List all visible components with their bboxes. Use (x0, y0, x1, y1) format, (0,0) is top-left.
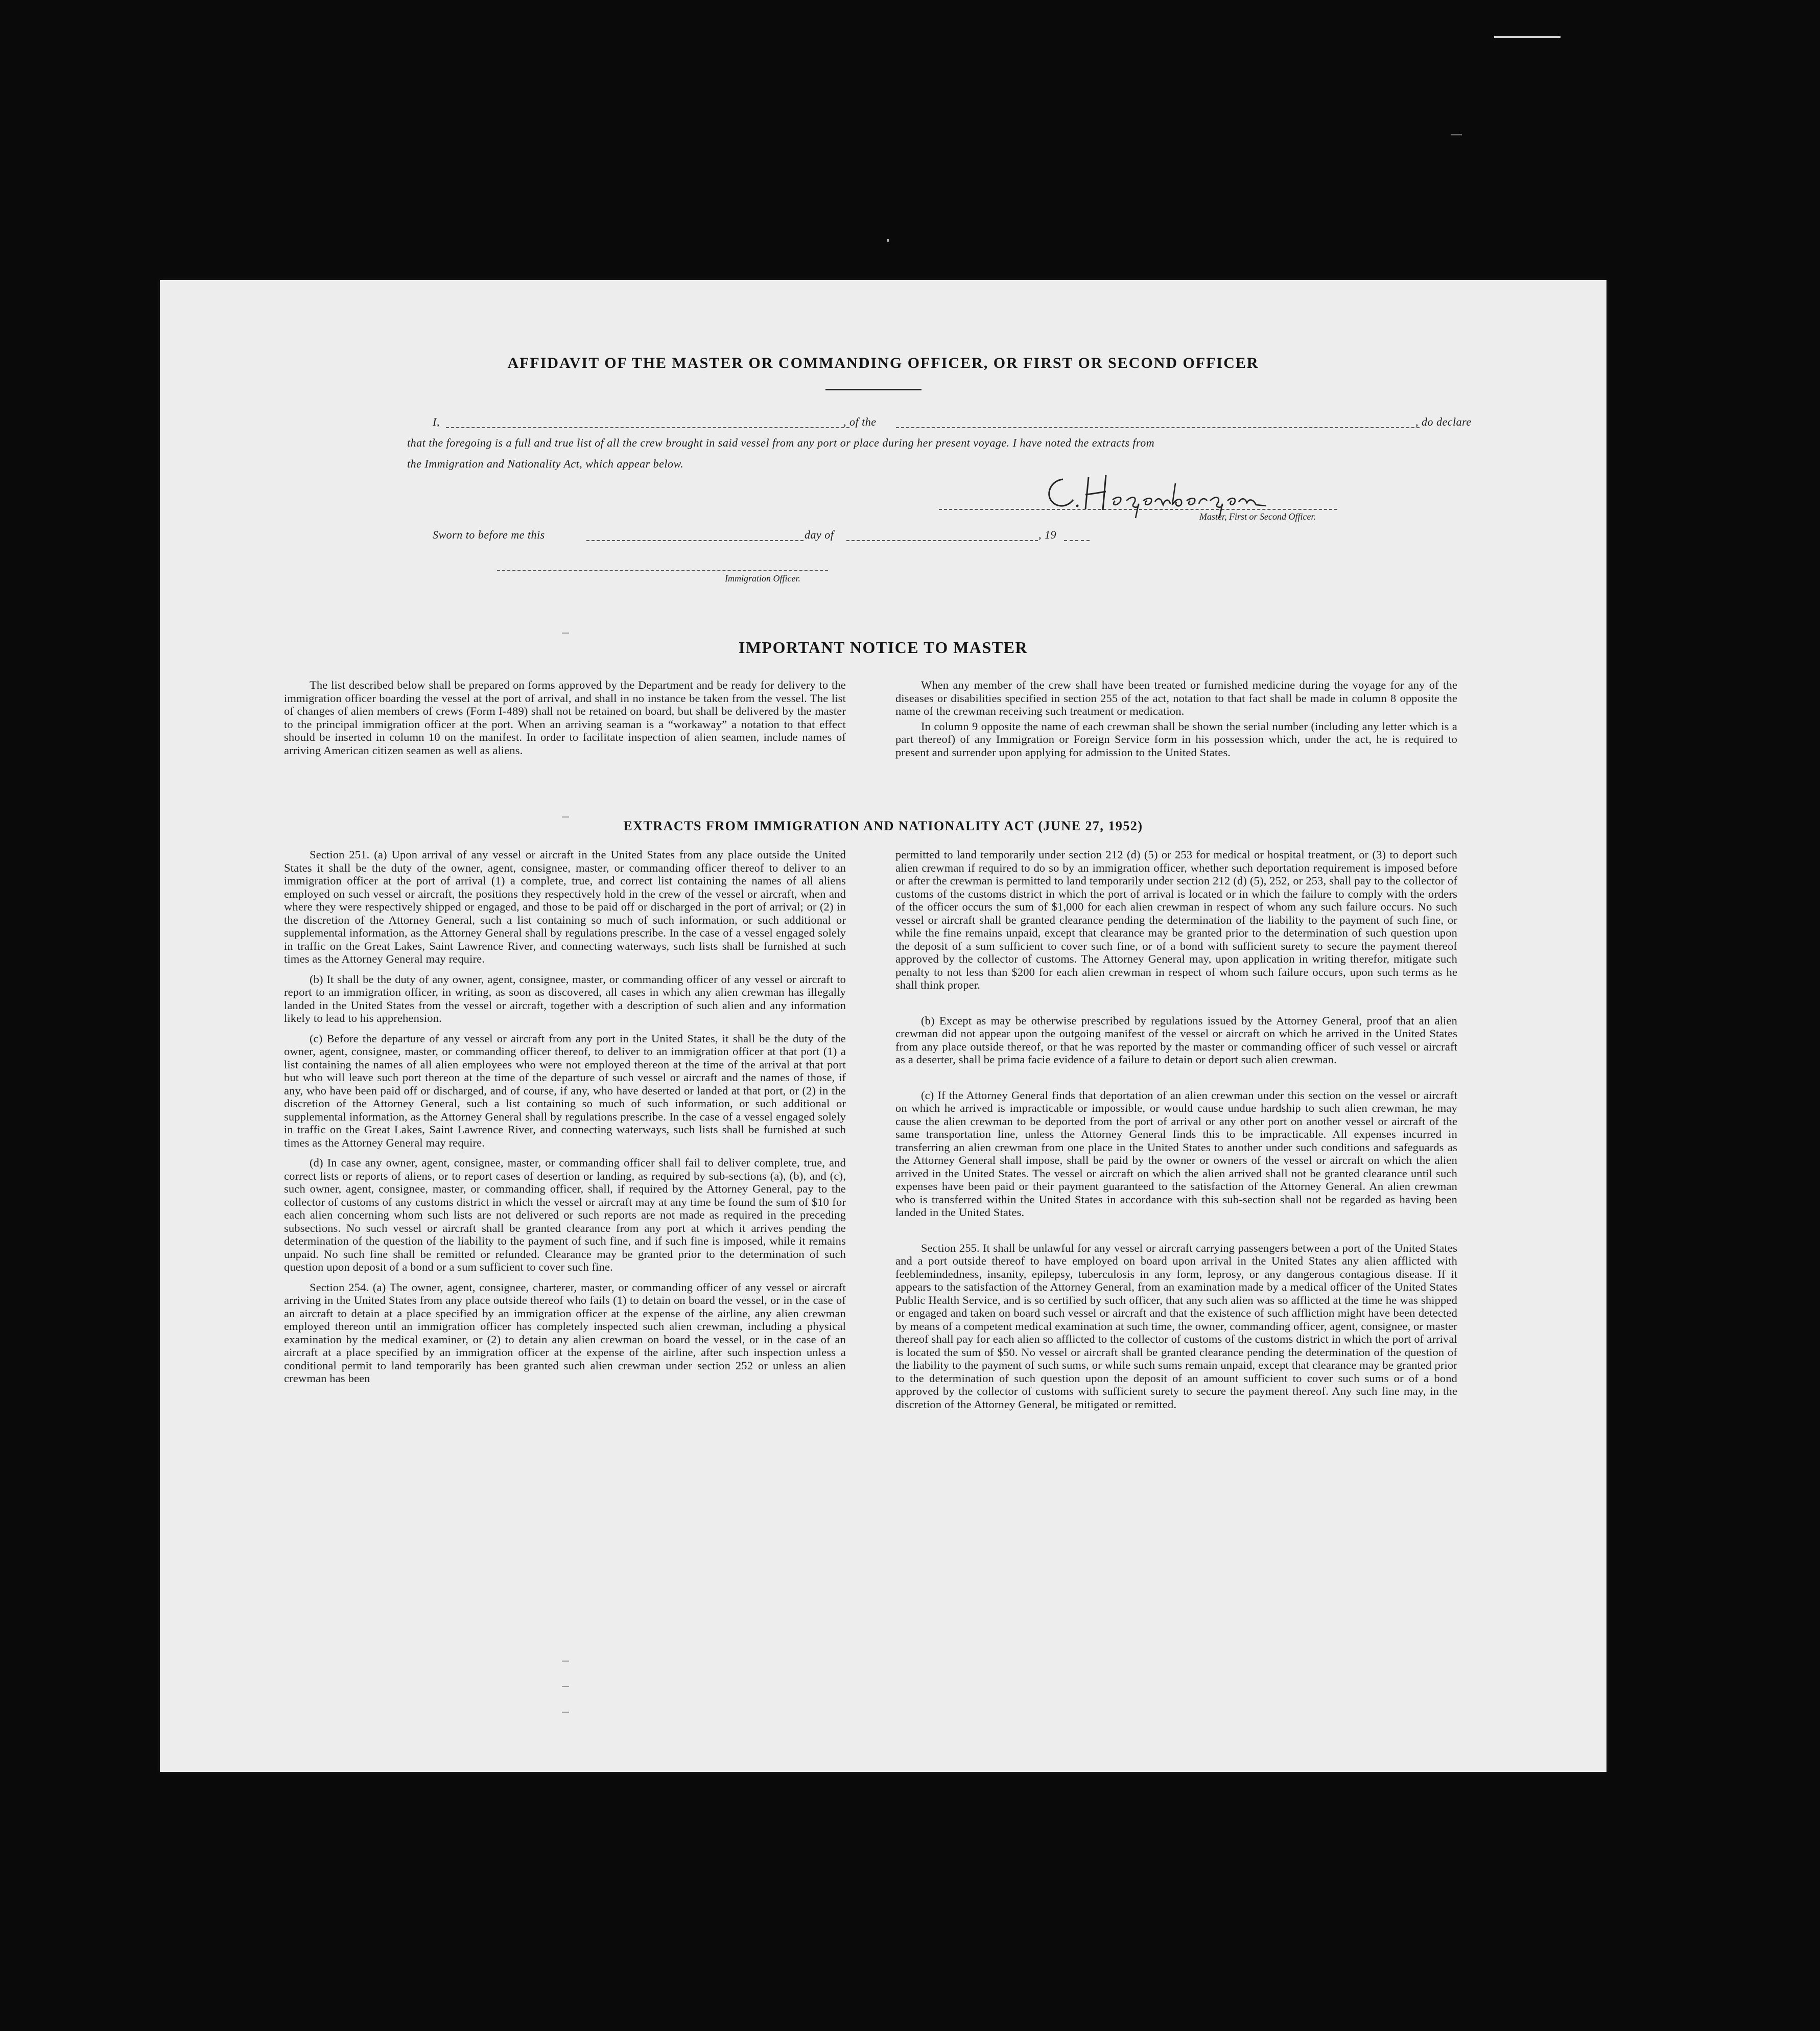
sworn-before-me: Sworn to before me this (433, 528, 545, 541)
affidavit-title: AFFIDAVIT OF THE MASTER OR COMMANDING OFFICER, OR FIRST OR SECOND OFFICER (507, 355, 1259, 371)
section-254-a-continued: permitted to land temporarily under section 212 (d) (5) or 253 for medical or hospital treatment, or (3) to deport such alien crewman if required to do so by an immigration officer, whether such deportation requirement is imposed before or after the crewman is permitted to land temporarily under section 212 (d) (5), 252, or 253, shall pay to the collector of customs of the customs district in which the port of arrival is located or in which the failure to comply with the orders of the officer occurs the sum of $1,000 for each alien crewman in respect of whom any such failure occurs. No such vessel or aircraft shall be granted clearance pending the determination of the liability to the payment of such fine, or while the fine remains unpaid, except that clearance may be granted prior to the determination of such question upon the deposit of a sum sufficient to cover such fine, or of a bond with sufficient surety to secure the payment thereof approved by the collector of customs. The Attorney General may, upon application in writing therefor, mitigate such penalty to not less than $200 for each alien crewman in respect of whom such failure occurs, upon such terms as he shall think proper. (895, 848, 1457, 991)
immigration-officer-signature-line[interactable] (497, 570, 828, 571)
section-251-c: (c) Before the departure of any vessel or aircraft from any port in the United States, it shall be the duty of the owner, agent, consignee, master, or commanding officer thereof, to deliver to an immigration officer at that port (1) a list containing the names of all alien employees who were not employed thereon at the time of the arrival at that port but who will leave such port thereon at the time of the departure of such vessel or aircraft and the names of those, if any, who have been paid off or discharged, and of course, if any, who have deserted or landed at that port, or (2) in the discretion of the Attorney General, such a list containing so much of such information, or such additional or supplemental information, as the Attorney General shall by regulations prescribe. In the case of a vessel engaged solely in traffic on the Great Lakes, Saint Lawrence River, and connecting waterways, such lists shall be furnished at such times as the Attorney General may require. (284, 1032, 846, 1149)
declaration-line-2: that the foregoing is a full and true list of all the crew brought in said vessel from any port or place during her present voyage. I have noted the extracts from (407, 436, 1155, 449)
name-blank[interactable] (446, 427, 849, 428)
notice-title: IMPORTANT NOTICE TO MASTER (738, 638, 1028, 657)
extracts-left-column (284, 848, 846, 1392)
extracts-title: EXTRACTS FROM IMMIGRATION AND NATIONALITY ACT (JUNE 27, 1952) (623, 819, 1143, 833)
notice-left-column (284, 679, 846, 764)
section-251-b: (b) It shall be the duty of any owner, agent, consignee, master, or commanding officer of any vessel or aircraft to report to an immigration officer, in writing, as soon as discovered, all cases in which any alien crewman has illegally landed in the United States from the vessel or aircraft, together with a description of such alien and any information likely to lead to his apprehension. (284, 972, 846, 1024)
sworn-year-blank[interactable] (1064, 540, 1090, 541)
fold-mark (562, 1712, 569, 1713)
extracts-right-column (895, 848, 1457, 1418)
declaration-line-3: the Immigration and Nationality Act, which appear below. (407, 457, 684, 470)
fold-mark (562, 816, 569, 818)
section-254-c: (c) If the Attorney General finds that deportation of an alien crewman under this section on the vessel or aircraft on which he arrived is impracticable or impossible, or would cause undue hardship to such alien crewman, he may cause the alien crewman to be deported from the port of arrival or any other port on another vessel or aircraft of the same transportation line, unless the Attorney General finds this to be impracticable. All expenses incurred in transferring an alien crewman from one place in the United States to another under such conditions and safeguards as the Attorney General shall impose, shall be paid by the owner or owners of the vessel or aircraft on which the alien arrived in the United States. The vessel or aircraft on which the alien arrived shall not be granted clearance until such expenses have been paid or their payment guaranteed to the satisfaction of the Attorney General. An alien crewman who is transferred within the United States in accordance with this sub-section shall not be regarded as having been landed in the United States. (895, 1088, 1457, 1219)
fold-mark (562, 1686, 569, 1687)
sworn-day-of: day of (805, 528, 834, 541)
notice-left-paragraph: The list described below shall be prepared on forms approved by the Department and be ready for delivery to the immigration officer boarding the vessel at the port of arrival, and shall in no instance be taken from the vessel. The list of changes of alien members of crews (Form I-489) shall not be retained on board, but shall be delivered by the master to the principal immigration officer at the port. When an arriving seaman is a “workaway” a notation to that effect should be inserted in column 10 on the manifest. In order to facilitate inspection of alien seamen, include names of arriving American citizen seamen as well as aliens. (284, 679, 846, 757)
notice-right-paragraph-2: In column 9 opposite the name of each crewman shall be shown the serial number (including any letter which is a part thereof) of any Immigration or Foreign Service form in his possession which, under the act, he is required to present and surrender upon applying for admission to the United States. (895, 719, 1457, 759)
notice-right-column (895, 679, 1457, 766)
sworn-day-blank[interactable] (586, 540, 803, 541)
sworn-month-blank[interactable] (846, 540, 1038, 541)
sworn-year-prefix: , 19 (1038, 528, 1056, 541)
immigration-officer-caption: Immigration Officer. (725, 573, 800, 583)
title-underline (825, 389, 921, 390)
declaration-of-the: , of the (843, 415, 877, 428)
section-251-d: (d) In case any owner, agent, consignee, master, or commanding officer shall fail to deliver complete, true, and correct lists or reports of aliens, or to report cases of desertion or landing, as required by sub-sections (a), (b), and (c), such owner, agent, consignee, master, or commanding officer, shall, if required by the Attorney General, pay to the collector of customs of any customs district in which the vessel or aircraft may at any time be found the sum of $10 for each alien concerning whom such lists are not delivered or such reports are not made as required in the preceding subsections. No such vessel or aircraft shall be granted clearance from any port at which it arrives pending the determination of the question of the liability to the payment of such fine, and if such fine is imposed, while it remains unpaid. No such fine shall be remitted or refunded. Clearance may be granted prior to the determination of such question upon deposit of a bond or a sum sufficient to cover such fine. (284, 1156, 846, 1273)
notice-right-paragraph-1: When any member of the crew shall have been treated or furnished medicine during the voyage for any of the diseases or disabilities specified in section 255 of the act, notation to that fact shall be made in column 8 opposite the name of the crewman receiving such treatment or medication. (895, 679, 1457, 717)
fold-mark (562, 1661, 569, 1662)
fold-mark (562, 633, 569, 634)
affidavit-form-page (160, 280, 1606, 1772)
declaration-do-declare: , do declare (1415, 415, 1472, 428)
master-caption: Master, First or Second Officer. (1199, 511, 1316, 522)
section-251-a: Section 251. (a) Upon arrival of any vessel or aircraft in the United States from any place outside the United States it shall be the duty of the owner, agent, consignee, master, or commanding officer thereof to deliver to an immigration officer at the port of arrival (1) a complete, true, and correct list containing the names of all aliens employed on such vessel or aircraft, the positions they respectively hold in the crew of the vessel or aircraft, when and where they were respectively shipped or engaged, and those to be paid off or discharged in the port of arrival; or (2) in the discretion of the Attorney General, such a list containing so much of such information, or such additional or supplemental information, as the Attorney General shall by regulations prescribe. In the case of a vessel engaged solely in traffic on the Great Lakes, Saint Lawrence River, and connecting waterways, such lists shall be furnished at such times as the Attorney General may require. (284, 848, 846, 965)
section-255: Section 255. It shall be unlawful for any vessel or aircraft carrying passengers between a port of the United States and a port outside thereof to have employed on board upon arrival in the United States any alien afflicted with feeblemindedness, insanity, epilepsy, tuberculosis in any form, leprosy, or any dangerous contagious disease. If it appears to the satisfaction of the Attorney General, from an examination made by a medical officer of the United States Public Health Service, and is so certified by such officer, that any such alien was so afflicted at the time he was shipped or engaged and taken on board such vessel or aircraft and that the existence of such affliction might have been detected by means of a competent medical examination at such time, the owner, commanding officer, agent, consignee, or master thereof shall pay for each alien so afflicted to the collector of customs of the customs district in which the port of arrival is located the sum of $50. No vessel or aircraft shall be granted clearance pending the determination of the question of the liability to the payment of such sums, or while such sums remain unpaid, except that clearance may be granted prior to the determination of such question upon the deposit of an amount sufficient to cover such sums or of a bond approved by the collector of customs with sufficient surety to secure the payment thereof. Any such fine may, in the discretion of the Attorney General, be mitigated or remitted. (895, 1241, 1457, 1411)
section-254-a: Section 254. (a) The owner, agent, consignee, charterer, master, or commanding officer of any vessel or aircraft arriving in the United States from any place outside thereof who fails (1) to detain on board the vessel, or in the case of an aircraft to detain at a place specified by an immigration officer at the expense of the airline, any alien crewman employed thereon until an immigration officer has completely inspected such alien crewman, including a physical examination by the medical examiner, or (2) to detain any alien crewman on board the vessel, or in the case of an aircraft at a place specified by an immigration officer at the expense of the airline, after such inspection unless a conditional permit to land temporarily has been granted such alien crewman under section 252 or unless an alien crewman has been (284, 1280, 846, 1385)
vessel-name-blank[interactable] (896, 427, 1420, 428)
declaration-i: I, (433, 415, 440, 428)
section-254-b: (b) Except as may be otherwise prescribed by regulations issued by the Attorney General, proof that an alien crewman did not appear upon the outgoing manifest of the vessel or aircraft on which he arrived in the United States from any place outside thereof, or that he was reported by the master or commanding officer of such vessel or aircraft as a deserter, shall be prima facie evidence of a failure to detain or deport such alien crewman. (895, 1014, 1457, 1066)
